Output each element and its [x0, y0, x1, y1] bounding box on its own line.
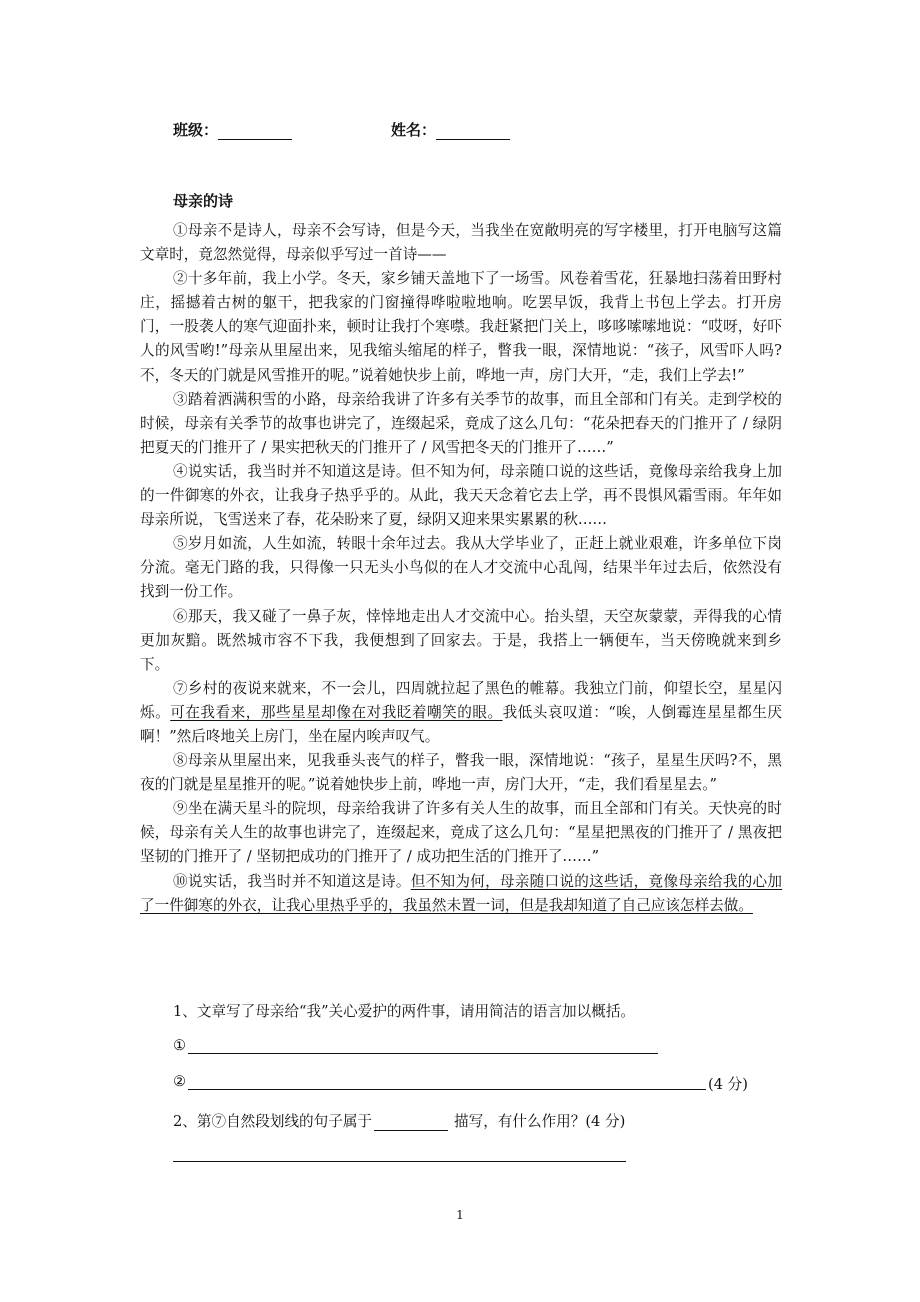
question-1-answer-b-label: ②: [173, 1073, 187, 1090]
question-2-text: 2、第⑦自然段划线的句子属于: [173, 1113, 373, 1130]
class-blank[interactable]: [218, 125, 292, 140]
paragraph-2: ②十多年前，我上小学。冬天，家乡铺天盖地下了一场雪。风卷着雪花，狂暴地扫荡着田野村庄，摇撼着古树的躯干，把我家的门窗撞得哗啦啦地响。吃罢早饭，我背上书包上学去。打开房门，一股袭人的寒气迎面扑来，顿时让我打个寒噤。我赶紧把门关上，哆哆嗦嗦地说：“哎呀，好吓人的风雪哟!”母亲从里屋出来，见我缩头缩尾的样子，瞥我一眼，深情地说：“孩子，风雪吓人吗?不，冬天的门就是风雪推开的呢。”说着她快步上前，哗地一声，房门大开，“走，我们上学去!”: [140, 270, 782, 384]
paragraph-3: ③踏着洒满积雪的小路，母亲给我讲了许多有关季节的故事，而且全部和门有关。走到学校的时候，母亲有关季节的故事也讲完了，连缀起采，竟成了这么几句：“花朵把春天的门推开了 / 绿阴把夏天的门推开了 / 果实把秋天的门推开了 / 风雪把冬天的门推开了……”: [140, 390, 782, 456]
name-blank[interactable]: [436, 125, 510, 140]
student-info-header: [173, 119, 437, 140]
paragraph-7-underlined-sentence: 可在我看来，那些星星却像在对我眨着嘲笑的眼。: [170, 703, 503, 721]
article-body: [140, 219, 782, 918]
paragraph-9: ⑨坐在满天星斗的院坝，母亲给我讲了许多有关人生的故事，而且全部和门有关。天快亮的时候，母亲有关人生的故事也讲完了，连缀起来，竟成了这么几句：“星星把黑夜的门推开了 / 黑夜把坚韧的门推开了 / 坚韧把成功的门推开了 / 成功把生活的门推开了……”: [140, 800, 782, 866]
paragraph-8: ⑧母亲从里屋出来，见我垂头丧气的样子，瞥我一眼，深情地说：“孩子，星星生厌吗?不，黑夜的门就是星星推开的呢。”说着她快步上前，哗地一声，房门大开，“走，我们看星星去。”: [140, 752, 782, 794]
paragraph-7: [140, 677, 782, 749]
paragraph-10-underlined-sentence: 但不知为何，母亲随口说的这些话，竟像母亲给我的心加了一件御寒的外衣，让我心里热乎乎的，我虽然未置一词，但是我却知道了自己应该怎样去做。: [140, 872, 782, 914]
name-label: 姓名：: [391, 121, 437, 139]
question-2-blank[interactable]: [374, 1115, 448, 1131]
question-1-answer-a-label: ①: [173, 1037, 187, 1054]
name-field: [391, 119, 510, 140]
page-number: 1: [456, 1208, 464, 1222]
class-field: [173, 121, 292, 139]
paragraph-10: [140, 870, 782, 918]
paragraph-10-text: ⑩说实话，我当时并不知道这是诗。: [173, 872, 411, 890]
paragraph-7-text: ⑦乡村的夜说来就来，不一会儿，四周就拉起了黑色的帷幕。我独立门前，仰望长空，星星闪烁。: [140, 679, 782, 721]
answer-line-2[interactable]: [173, 1161, 626, 1162]
paragraph-6: ⑥那天，我又碰了一鼻子灰，悻悻地走出人才交流中心。抬头望，天空灰蒙蒙，弄得我的心情更加灰黯。既然城市容不下我，我便想到了回家去。于是，我搭上一辆便车，当天傍晚就来到乡下。: [140, 607, 782, 673]
paragraph-4: ④说实话，我当时并不知道这是诗。但不知为何，母亲随口说的这些话，竟像母亲给我身上加的一件御寒的外衣，让我身子热乎乎的。从此，我天天念着它去上学，再不畏惧风霜雪雨。年年如母亲所说，飞雪送来了春，花朵盼来了夏，绿阴又迎来果实累累的秋……: [140, 462, 782, 529]
question-1: 1、文章写了母亲给“我”关心爱护的两件事，请用简洁的语言加以概括。: [173, 1003, 636, 1020]
answer-line-1a[interactable]: [188, 1053, 658, 1054]
answer-line-1b[interactable]: [188, 1089, 706, 1090]
question-2: [173, 1110, 625, 1131]
question-1-score: (4 分): [708, 1076, 748, 1093]
question-2-text-end: 描写，有什么作用？(4 分): [454, 1113, 626, 1130]
paragraph-1: ①母亲不是诗人，母亲不会写诗，但是今天，当我坐在宽敞明亮的写字楼里，打开电脑写这篇文章时，竟忽然觉得，母亲似乎写过一首诗——: [140, 222, 782, 264]
article-title: 母亲的诗: [173, 192, 234, 210]
paragraph-7-text-end: 我低头哀叹道：“唉，人倒霉连星星都生厌啊！”然后咚地关上房门，坐在屋内唉声叹气。: [140, 703, 782, 745]
paragraph-5: ⑤岁月如流，人生如流，转眼十余年过去。我从大学毕业了，正赶上就业艰难，许多单位下岗分流。毫无门路的我，只得像一只无头小鸟似的在人才交流中心乱闯，结果半年过去后，依然没有找到一份工作。: [140, 535, 782, 601]
class-label: 班级：: [173, 121, 219, 139]
